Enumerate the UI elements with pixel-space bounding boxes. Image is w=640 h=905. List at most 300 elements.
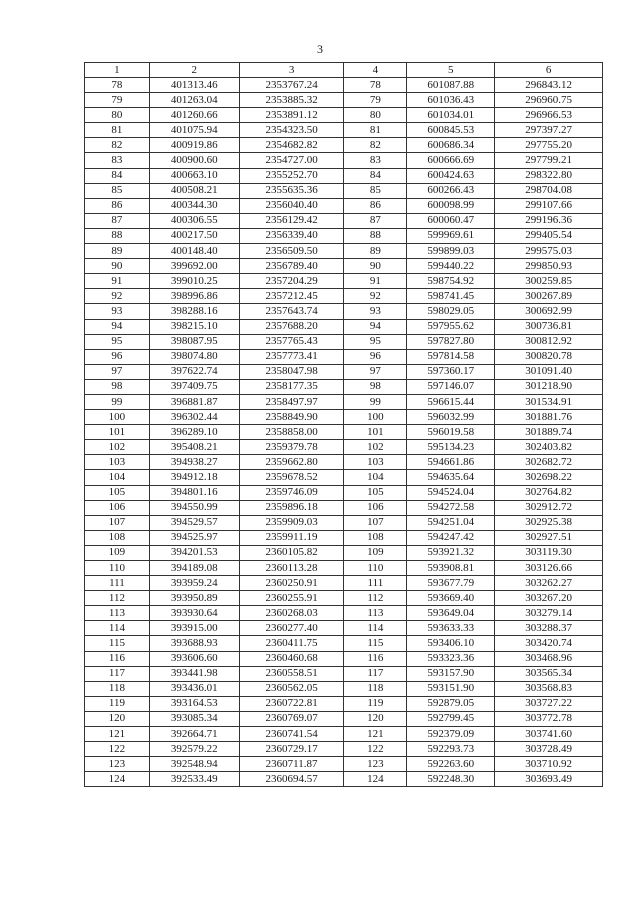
table-cell: 122 xyxy=(344,742,407,757)
table-cell: 601036.43 xyxy=(407,93,495,108)
table-row xyxy=(85,425,603,440)
table-cell: 2360268.03 xyxy=(239,606,344,621)
table-cell: 398288.16 xyxy=(149,304,239,319)
table-cell: 393085.34 xyxy=(149,711,239,726)
table-cell: 117 xyxy=(344,666,407,681)
table-cell: 94 xyxy=(344,319,407,334)
table-row xyxy=(85,78,603,93)
table-cell: 106 xyxy=(85,500,150,515)
table-cell: 101 xyxy=(85,425,150,440)
table-cell: 297397.27 xyxy=(495,123,603,138)
table-cell: 296843.12 xyxy=(495,78,603,93)
table-cell: 83 xyxy=(344,153,407,168)
table-cell: 396289.10 xyxy=(149,425,239,440)
table-cell: 302403.82 xyxy=(495,440,603,455)
table-row xyxy=(85,591,603,606)
table-cell: 79 xyxy=(85,93,150,108)
table-cell: 91 xyxy=(344,274,407,289)
table-cell: 109 xyxy=(344,545,407,560)
table-cell: 302925.38 xyxy=(495,515,603,530)
table-cell: 600686.34 xyxy=(407,138,495,153)
table-cell: 86 xyxy=(344,198,407,213)
table-cell: 296966.53 xyxy=(495,108,603,123)
table-cell: 298704.08 xyxy=(495,183,603,198)
table-cell: 92 xyxy=(344,289,407,304)
table-cell: 303267.20 xyxy=(495,591,603,606)
table-cell: 595134.23 xyxy=(407,440,495,455)
table-cell: 303126.66 xyxy=(495,561,603,576)
table-cell: 393959.24 xyxy=(149,576,239,591)
table-cell: 98 xyxy=(85,379,150,394)
table-cell: 303693.49 xyxy=(495,772,603,787)
table-cell: 300812.92 xyxy=(495,334,603,349)
table-cell: 109 xyxy=(85,545,150,560)
column-header: 1 xyxy=(85,63,150,78)
table-cell: 93 xyxy=(85,304,150,319)
table-cell: 303772.78 xyxy=(495,711,603,726)
table-cell: 108 xyxy=(344,530,407,545)
table-row xyxy=(85,244,603,259)
table-cell: 2360562.05 xyxy=(239,681,344,696)
table-cell: 594251.04 xyxy=(407,515,495,530)
table-cell: 393950.89 xyxy=(149,591,239,606)
table-cell: 299107.66 xyxy=(495,198,603,213)
table-cell: 123 xyxy=(344,757,407,772)
table-cell: 600666.69 xyxy=(407,153,495,168)
table-cell: 98 xyxy=(344,379,407,394)
column-header: 6 xyxy=(495,63,603,78)
table-cell: 2354323.50 xyxy=(239,123,344,138)
table-row xyxy=(85,289,603,304)
table-row xyxy=(85,606,603,621)
table-cell: 82 xyxy=(85,138,150,153)
table-cell: 600266.43 xyxy=(407,183,495,198)
table-cell: 102 xyxy=(85,440,150,455)
table-cell: 398074.80 xyxy=(149,349,239,364)
table-row xyxy=(85,304,603,319)
table-cell: 394529.57 xyxy=(149,515,239,530)
table-cell: 87 xyxy=(85,213,150,228)
table-row xyxy=(85,379,603,394)
table-cell: 598029.05 xyxy=(407,304,495,319)
table-row xyxy=(85,711,603,726)
table-cell: 597360.17 xyxy=(407,364,495,379)
table-cell: 2358858.00 xyxy=(239,425,344,440)
table-cell: 117 xyxy=(85,666,150,681)
table-cell: 103 xyxy=(344,455,407,470)
table-cell: 99 xyxy=(344,394,407,409)
table-cell: 393606.60 xyxy=(149,651,239,666)
table-cell: 302927.51 xyxy=(495,530,603,545)
table-cell: 303565.34 xyxy=(495,666,603,681)
table-row xyxy=(85,772,603,787)
table-row xyxy=(85,153,603,168)
table-cell: 593649.04 xyxy=(407,606,495,621)
table-cell: 2353767.24 xyxy=(239,78,344,93)
table-cell: 2358047.98 xyxy=(239,364,344,379)
table-cell: 2358497.97 xyxy=(239,394,344,409)
table-cell: 398087.95 xyxy=(149,334,239,349)
table-cell: 118 xyxy=(85,681,150,696)
table-cell: 299575.03 xyxy=(495,244,603,259)
table-row xyxy=(85,696,603,711)
table-cell: 121 xyxy=(85,727,150,742)
table-cell: 594272.58 xyxy=(407,500,495,515)
table-cell: 106 xyxy=(344,500,407,515)
table-cell: 78 xyxy=(85,78,150,93)
table-cell: 2357688.20 xyxy=(239,319,344,334)
table-cell: 297755.20 xyxy=(495,138,603,153)
table-row xyxy=(85,455,603,470)
table-cell: 116 xyxy=(344,651,407,666)
table-cell: 592293.73 xyxy=(407,742,495,757)
table-cell: 90 xyxy=(85,259,150,274)
table-cell: 101 xyxy=(344,425,407,440)
table-cell: 302912.72 xyxy=(495,500,603,515)
table-cell: 303727.22 xyxy=(495,696,603,711)
table-cell: 400344.30 xyxy=(149,198,239,213)
table-row xyxy=(85,727,603,742)
table-cell: 299196.36 xyxy=(495,213,603,228)
table-cell: 97 xyxy=(344,364,407,379)
table-cell: 2359909.03 xyxy=(239,515,344,530)
table-cell: 2355252.70 xyxy=(239,168,344,183)
table-cell: 119 xyxy=(344,696,407,711)
coordinates-table xyxy=(84,62,603,787)
table-cell: 599440.22 xyxy=(407,259,495,274)
table-row xyxy=(85,545,603,560)
table-cell: 100 xyxy=(344,410,407,425)
table-cell: 400663.10 xyxy=(149,168,239,183)
table-row xyxy=(85,274,603,289)
table-cell: 2356040.40 xyxy=(239,198,344,213)
table-cell: 99 xyxy=(85,394,150,409)
table-cell: 394201.53 xyxy=(149,545,239,560)
table-cell: 2359911.19 xyxy=(239,530,344,545)
table-row xyxy=(85,576,603,591)
table-cell: 2356509.50 xyxy=(239,244,344,259)
table-cell: 95 xyxy=(344,334,407,349)
table-cell: 303568.83 xyxy=(495,681,603,696)
table-cell: 2360277.40 xyxy=(239,621,344,636)
table-cell: 396302.44 xyxy=(149,410,239,425)
table-row xyxy=(85,470,603,485)
table-cell: 592879.05 xyxy=(407,696,495,711)
table-cell: 398215.10 xyxy=(149,319,239,334)
table-cell: 393436.01 xyxy=(149,681,239,696)
table-cell: 2354682.82 xyxy=(239,138,344,153)
table-cell: 86 xyxy=(85,198,150,213)
table-cell: 392664.71 xyxy=(149,727,239,742)
table-cell: 394525.97 xyxy=(149,530,239,545)
table-cell: 400508.21 xyxy=(149,183,239,198)
table-cell: 399010.25 xyxy=(149,274,239,289)
table-cell: 84 xyxy=(85,168,150,183)
table-header-row xyxy=(85,63,603,78)
table-cell: 2360558.51 xyxy=(239,666,344,681)
table-cell: 2356339.40 xyxy=(239,228,344,243)
table-cell: 302682.72 xyxy=(495,455,603,470)
table-cell: 592263.60 xyxy=(407,757,495,772)
page-number: 3 xyxy=(317,42,323,56)
table-cell: 103 xyxy=(85,455,150,470)
table-row xyxy=(85,666,603,681)
table-row xyxy=(85,651,603,666)
table-cell: 393930.64 xyxy=(149,606,239,621)
table-cell: 2357765.43 xyxy=(239,334,344,349)
table-cell: 400919.86 xyxy=(149,138,239,153)
table-cell: 599969.61 xyxy=(407,228,495,243)
table-cell: 111 xyxy=(344,576,407,591)
table-cell: 2360722.81 xyxy=(239,696,344,711)
table-row xyxy=(85,757,603,772)
table-cell: 2353885.32 xyxy=(239,93,344,108)
table-cell: 118 xyxy=(344,681,407,696)
table-cell: 601034.01 xyxy=(407,108,495,123)
table-row xyxy=(85,410,603,425)
table-cell: 113 xyxy=(85,606,150,621)
table-cell: 392579.22 xyxy=(149,742,239,757)
table-cell: 601087.88 xyxy=(407,78,495,93)
table-row xyxy=(85,561,603,576)
table-cell: 592379.09 xyxy=(407,727,495,742)
table-cell: 96 xyxy=(344,349,407,364)
table-cell: 2355635.36 xyxy=(239,183,344,198)
table-cell: 78 xyxy=(344,78,407,93)
table-cell: 2360460.68 xyxy=(239,651,344,666)
table-row xyxy=(85,93,603,108)
column-header: 4 xyxy=(344,63,407,78)
table-cell: 303262.27 xyxy=(495,576,603,591)
table-cell: 594635.64 xyxy=(407,470,495,485)
table-cell: 396881.87 xyxy=(149,394,239,409)
table-cell: 300736.81 xyxy=(495,319,603,334)
table-cell: 596615.44 xyxy=(407,394,495,409)
table-cell: 123 xyxy=(85,757,150,772)
table-cell: 124 xyxy=(85,772,150,787)
table-cell: 84 xyxy=(344,168,407,183)
table-cell: 600098.99 xyxy=(407,198,495,213)
table-cell: 89 xyxy=(344,244,407,259)
table-cell: 395408.21 xyxy=(149,440,239,455)
table-cell: 299850.93 xyxy=(495,259,603,274)
table-cell: 394550.99 xyxy=(149,500,239,515)
table-cell: 597146.07 xyxy=(407,379,495,394)
table-cell: 593677.79 xyxy=(407,576,495,591)
table-cell: 2359678.52 xyxy=(239,470,344,485)
table-cell: 2360769.07 xyxy=(239,711,344,726)
table-cell: 302698.22 xyxy=(495,470,603,485)
table-row xyxy=(85,440,603,455)
table-cell: 2360694.57 xyxy=(239,772,344,787)
table-cell: 93 xyxy=(344,304,407,319)
table-cell: 397622.74 xyxy=(149,364,239,379)
table-cell: 303741.60 xyxy=(495,727,603,742)
table-cell: 302764.82 xyxy=(495,485,603,500)
table-cell: 303728.49 xyxy=(495,742,603,757)
table-cell: 401263.04 xyxy=(149,93,239,108)
table-cell: 399692.00 xyxy=(149,259,239,274)
table-cell: 303119.30 xyxy=(495,545,603,560)
table-cell: 110 xyxy=(85,561,150,576)
table-row xyxy=(85,636,603,651)
table-cell: 593908.81 xyxy=(407,561,495,576)
table-cell: 298322.80 xyxy=(495,168,603,183)
table-cell: 124 xyxy=(344,772,407,787)
table-cell: 2357643.74 xyxy=(239,304,344,319)
table-cell: 598754.92 xyxy=(407,274,495,289)
table-cell: 105 xyxy=(85,485,150,500)
table-cell: 600424.63 xyxy=(407,168,495,183)
table-cell: 2360113.28 xyxy=(239,561,344,576)
table-cell: 393915.00 xyxy=(149,621,239,636)
table-cell: 600060.47 xyxy=(407,213,495,228)
table-row xyxy=(85,742,603,757)
table-cell: 599899.03 xyxy=(407,244,495,259)
table-cell: 397409.75 xyxy=(149,379,239,394)
table-cell: 2354727.00 xyxy=(239,153,344,168)
table-row xyxy=(85,364,603,379)
table-cell: 398996.86 xyxy=(149,289,239,304)
table-cell: 303420.74 xyxy=(495,636,603,651)
table-cell: 90 xyxy=(344,259,407,274)
table-cell: 593151.90 xyxy=(407,681,495,696)
table-cell: 2360250.91 xyxy=(239,576,344,591)
table-cell: 119 xyxy=(85,696,150,711)
table-cell: 300820.78 xyxy=(495,349,603,364)
table-cell: 299405.54 xyxy=(495,228,603,243)
table-cell: 85 xyxy=(344,183,407,198)
table-cell: 2360105.82 xyxy=(239,545,344,560)
table-cell: 400306.55 xyxy=(149,213,239,228)
table-cell: 2360741.54 xyxy=(239,727,344,742)
table-cell: 592799.45 xyxy=(407,711,495,726)
table-cell: 80 xyxy=(85,108,150,123)
table-cell: 120 xyxy=(344,711,407,726)
table-cell: 596032.99 xyxy=(407,410,495,425)
table-cell: 300259.85 xyxy=(495,274,603,289)
table-cell: 303279.14 xyxy=(495,606,603,621)
table-cell: 593323.36 xyxy=(407,651,495,666)
table-cell: 2356789.40 xyxy=(239,259,344,274)
table-cell: 2360711.87 xyxy=(239,757,344,772)
table-cell: 301091.40 xyxy=(495,364,603,379)
table-cell: 301534.91 xyxy=(495,394,603,409)
table-cell: 394801.16 xyxy=(149,485,239,500)
table-cell: 91 xyxy=(85,274,150,289)
table-row xyxy=(85,530,603,545)
table-row xyxy=(85,138,603,153)
table-cell: 112 xyxy=(344,591,407,606)
table-cell: 120 xyxy=(85,711,150,726)
table-cell: 597827.80 xyxy=(407,334,495,349)
table-row xyxy=(85,515,603,530)
table-cell: 2359746.09 xyxy=(239,485,344,500)
table-cell: 300267.89 xyxy=(495,289,603,304)
table-cell: 95 xyxy=(85,334,150,349)
table-cell: 594661.86 xyxy=(407,455,495,470)
table-cell: 94 xyxy=(85,319,150,334)
table-body xyxy=(85,78,603,787)
table-cell: 593669.40 xyxy=(407,591,495,606)
table-cell: 593633.33 xyxy=(407,621,495,636)
table-cell: 594247.42 xyxy=(407,530,495,545)
table-cell: 300692.99 xyxy=(495,304,603,319)
table-row xyxy=(85,123,603,138)
table-cell: 107 xyxy=(344,515,407,530)
table-cell: 596019.58 xyxy=(407,425,495,440)
table-cell: 114 xyxy=(344,621,407,636)
table-row xyxy=(85,228,603,243)
table-row xyxy=(85,198,603,213)
table-cell: 92 xyxy=(85,289,150,304)
table-cell: 296960.75 xyxy=(495,93,603,108)
table-cell: 88 xyxy=(85,228,150,243)
table-cell: 594524.04 xyxy=(407,485,495,500)
table-cell: 393688.93 xyxy=(149,636,239,651)
table-cell: 598741.45 xyxy=(407,289,495,304)
table-cell: 79 xyxy=(344,93,407,108)
table-cell: 100 xyxy=(85,410,150,425)
table-row xyxy=(85,681,603,696)
table-cell: 96 xyxy=(85,349,150,364)
table-cell: 303468.96 xyxy=(495,651,603,666)
table-cell: 2353891.12 xyxy=(239,108,344,123)
table-cell: 114 xyxy=(85,621,150,636)
table-cell: 115 xyxy=(85,636,150,651)
table-cell: 303288.37 xyxy=(495,621,603,636)
table-row xyxy=(85,349,603,364)
table-cell: 392548.94 xyxy=(149,757,239,772)
table-cell: 301881.76 xyxy=(495,410,603,425)
table-cell: 593157.90 xyxy=(407,666,495,681)
table-cell: 2360411.75 xyxy=(239,636,344,651)
table-cell: 80 xyxy=(344,108,407,123)
table-cell: 401260.66 xyxy=(149,108,239,123)
table-cell: 400148.40 xyxy=(149,244,239,259)
table-cell: 597814.58 xyxy=(407,349,495,364)
table-cell: 593406.10 xyxy=(407,636,495,651)
table-cell: 89 xyxy=(85,244,150,259)
table-cell: 121 xyxy=(344,727,407,742)
table-cell: 392533.49 xyxy=(149,772,239,787)
table-cell: 600845.53 xyxy=(407,123,495,138)
table-cell: 2359379.78 xyxy=(239,440,344,455)
table-cell: 592248.30 xyxy=(407,772,495,787)
table-row xyxy=(85,394,603,409)
table-cell: 107 xyxy=(85,515,150,530)
table-cell: 87 xyxy=(344,213,407,228)
column-header: 5 xyxy=(407,63,495,78)
table-cell: 81 xyxy=(85,123,150,138)
table-cell: 2359662.80 xyxy=(239,455,344,470)
table-cell: 301889.74 xyxy=(495,425,603,440)
table-row xyxy=(85,319,603,334)
table-row xyxy=(85,183,603,198)
table-cell: 401075.94 xyxy=(149,123,239,138)
table-row xyxy=(85,259,603,274)
table-cell: 400900.60 xyxy=(149,153,239,168)
table-cell: 105 xyxy=(344,485,407,500)
table-cell: 110 xyxy=(344,561,407,576)
table-cell: 2360255.91 xyxy=(239,591,344,606)
table-cell: 2357212.45 xyxy=(239,289,344,304)
table-cell: 393441.98 xyxy=(149,666,239,681)
table-row xyxy=(85,500,603,515)
table-cell: 2356129.42 xyxy=(239,213,344,228)
table-cell: 2358849.90 xyxy=(239,410,344,425)
table-cell: 301218.90 xyxy=(495,379,603,394)
